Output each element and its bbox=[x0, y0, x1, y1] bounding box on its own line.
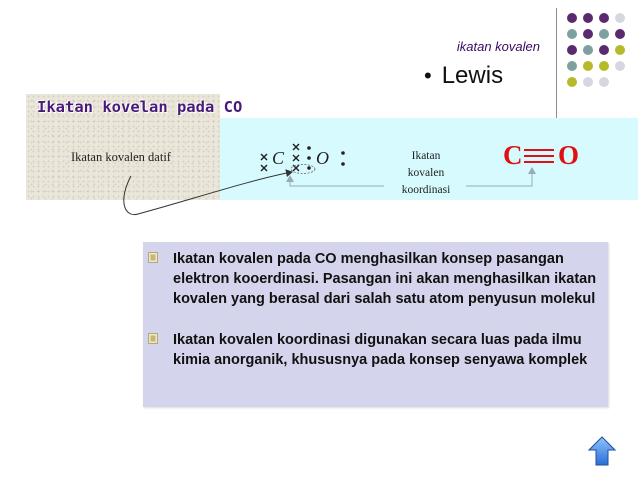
koordinasi-label-line-2: kovalen bbox=[407, 167, 445, 179]
formula-c: C bbox=[503, 140, 524, 170]
square-bullet-icon bbox=[148, 333, 158, 344]
datif-label: Ikatan kovalen datif bbox=[71, 150, 171, 164]
up-arrow-icon[interactable] bbox=[588, 436, 616, 466]
subtitle-bullet: • bbox=[424, 63, 432, 88]
formula-o: O bbox=[558, 140, 581, 170]
slide-title: Ikatan kovelan pada CO bbox=[37, 98, 243, 116]
bullet-item-2: Ikatan kovalen koordinasi digunakan secara luas pada ilmu kimia anorganik, khususnya pada konsep senyawa komplek bbox=[173, 332, 588, 368]
atom-o-symbol: O bbox=[316, 148, 329, 168]
atom-c-symbol: C bbox=[272, 148, 285, 168]
subtitle-text: Lewis bbox=[441, 62, 504, 89]
square-bullet-icon bbox=[148, 252, 158, 263]
koordinasi-label-line-3: koordinasi bbox=[401, 184, 451, 196]
bullet-item-1: Ikatan kovalen pada CO menghasilkan konsep pasangan elektron kooerdinasi. Pasangan ini akan menghasilkan ikatan kovalen yang berasal dari salah satu atom penyusun molekul bbox=[173, 251, 597, 307]
koordinasi-label-line-1: Ikatan bbox=[411, 150, 441, 162]
header-title: ikatan kovalen bbox=[456, 39, 540, 54]
